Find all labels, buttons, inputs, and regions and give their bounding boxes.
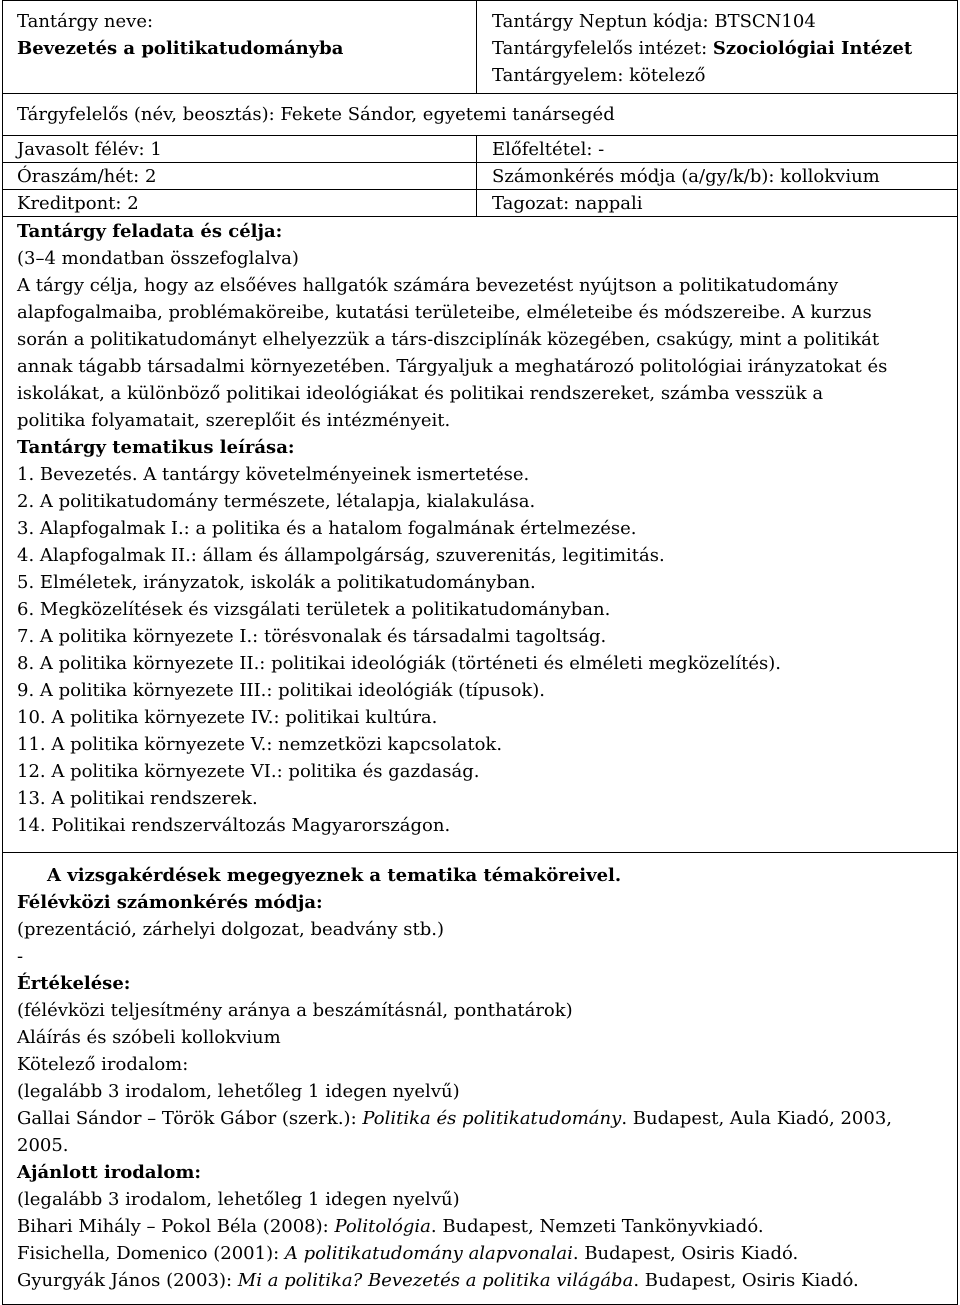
header-row — [3, 1, 957, 94]
required-literature-entry-cont: 2005. — [17, 1135, 69, 1156]
lit-author: Fisichella, Domenico (2001): — [17, 1243, 285, 1264]
midterm-heading: Félévközi számonkérés módja: — [17, 892, 323, 913]
lit-title: Mi a politika? Bevezetés a politika világába — [237, 1270, 634, 1291]
credit-points: Kreditpont: 2 — [17, 193, 139, 214]
required-literature-hint: (legalább 3 irodalom, lehetőleg 1 idegen nyelvű) — [17, 1081, 460, 1102]
goal-heading: Tantárgy feladata és célja: — [17, 221, 283, 242]
exam-note: A vizsgakérdések megegyeznek a tematika témaköreivel. — [47, 865, 622, 886]
responsible-person: Tárgyfelelős (név, beosztás): Fekete Sándor, egyetemi tanársegéd — [17, 104, 615, 125]
lit-title: Politológia — [334, 1216, 431, 1237]
lit-publisher: . Budapest, Aula Kiadó, 2003, — [621, 1108, 892, 1129]
recommended-literature-entry — [17, 1240, 951, 1267]
thematic-item: 3. Alapfogalmak I.: a politika és a hatalom fogalmának értelmezése. — [17, 518, 637, 539]
institute-label: Tantárgyfelelős intézet: — [492, 38, 713, 59]
thematic-item: 1. Bevezetés. A tantárgy követelményeinek ismertetése. — [17, 464, 530, 485]
prerequisite-cell — [477, 136, 610, 162]
lit-publisher: . Budapest, Osiris Kiadó. — [572, 1243, 799, 1264]
thematic-item: 8. A politika környezete II.: politikai ideológiák (történeti és elméleti megközelítés). — [17, 653, 781, 674]
thematic-item: 5. Elméletek, irányzatok, iskolák a politikatudományban. — [17, 572, 536, 593]
credits-cell — [3, 190, 477, 216]
goal-section — [3, 217, 957, 434]
required-literature-heading: Kötelező irodalom: — [17, 1054, 189, 1075]
institute-name: Szociológiai Intézet — [712, 38, 913, 59]
exam-type-cell — [477, 163, 886, 189]
thematic-item: 2. A politikatudomány természete, létalapja, kialakulása. — [17, 491, 536, 512]
content-row — [3, 217, 957, 853]
recommended-literature-entry — [17, 1267, 951, 1294]
evaluation-heading: Értékelése: — [17, 973, 131, 994]
recommended-literature-entry — [17, 1213, 951, 1240]
lit-author: Gallai Sándor – Török Gábor (szerk.): — [17, 1108, 363, 1129]
subject-name: Bevezetés a politikatudományba — [17, 38, 344, 59]
goal-line: során a politikatudományt elhelyezzük a társ-diszciplínák közegében, csakúgy, mint a politikát — [17, 329, 880, 350]
hours-cell — [3, 163, 477, 189]
lower-section — [3, 853, 957, 1294]
goal-line: iskolákat, a különböző politikai ideológiákat és politikai rendszereket, számba vesszük a — [17, 383, 824, 404]
course-description-sheet — [2, 0, 958, 1305]
info-row-1 — [3, 136, 957, 163]
thematic-item: 14. Politikai rendszerváltozás Magyarországon. — [17, 815, 451, 836]
subject-name-cell — [3, 1, 477, 93]
evaluation-value: Aláírás és szóbeli kollokvium — [17, 1027, 281, 1048]
goal-hint: (3–4 mondatban összefoglalva) — [17, 248, 299, 269]
institute-line — [492, 35, 912, 62]
lit-author: Gyurgyák János (2003): — [17, 1270, 238, 1291]
thematic-item: 4. Alapfogalmak II.: állam és állampolgárság, szuverenitás, legitimitás. — [17, 545, 665, 566]
weekly-hours: Óraszám/hét: 2 — [17, 166, 157, 187]
thematic-item: 11. A politika környezete V.: nemzetközi kapcsolatok. — [17, 734, 503, 755]
study-mode: Tagozat: nappali — [492, 193, 643, 214]
thematic-item: 13. A politikai rendszerek. — [17, 788, 258, 809]
lit-title: A politikatudomány alapvonalai — [284, 1243, 573, 1264]
info-row-3 — [3, 190, 957, 217]
thematic-item: 10. A politika környezete IV.: politikai kultúra. — [17, 707, 438, 728]
subject-element: Tantárgyelem: kötelező — [492, 65, 706, 86]
thematic-item: 7. A politika környezete I.: törésvonalak és társadalmi tagoltság. — [17, 626, 607, 647]
thematic-item: 9. A politika környezete III.: politikai ideológiák (típusok). — [17, 680, 546, 701]
exam-type: Számonkérés módja (a/gy/k/b): kollokvium — [492, 166, 880, 187]
thematic-item: 6. Megközelítések és vizsgálati területek a politikatudományban. — [17, 599, 611, 620]
thematic-section — [3, 434, 957, 839]
info-row-2 — [3, 163, 957, 190]
lit-publisher: . Budapest, Osiris Kiadó. — [633, 1270, 859, 1291]
required-literature-entry — [17, 1105, 951, 1132]
goal-line: politika folyamatait, szereplőit és intézményeit. — [17, 410, 451, 431]
mode-cell — [477, 190, 649, 216]
lit-title: Politika és politikatudomány — [362, 1108, 622, 1129]
subject-meta-cell — [477, 1, 918, 93]
recommended-semester: Javasolt félév: 1 — [17, 139, 162, 160]
evaluation-hint: (félévközi teljesítmény aránya a beszámításnál, ponthatárok) — [17, 1000, 573, 1021]
thematic-heading: Tantárgy tematikus leírása: — [17, 437, 295, 458]
prerequisite: Előfeltétel: - — [492, 139, 605, 160]
thematic-item: 12. A politika környezete VI.: politika és gazdaság. — [17, 761, 480, 782]
goal-line: annak tágabb társadalmi környezetében. Tárgyaljuk a meghatározó politológiai irányzatokat és — [17, 356, 888, 377]
recommended-literature-hint: (legalább 3 irodalom, lehetőleg 1 idegen nyelvű) — [17, 1189, 460, 1210]
midterm-value: - — [17, 946, 24, 967]
semester-cell — [3, 136, 477, 162]
responsible-cell — [3, 94, 621, 135]
goal-line: alapfogalmaiba, problémaköreibe, kutatási területeibe, elméleteibe és módszereibe. A kurzus — [17, 302, 872, 323]
responsible-row — [3, 94, 957, 136]
subject-name-label: Tantárgy neve: — [17, 11, 154, 32]
lit-publisher: . Budapest, Nemzeti Tankönyvkiadó. — [430, 1216, 764, 1237]
goal-line: A tárgy célja, hogy az elsőéves hallgatók számára bevezetést nyújtson a politikatudomány — [17, 275, 839, 296]
recommended-literature-heading: Ajánlott irodalom: — [17, 1162, 202, 1183]
neptun-code: Tantárgy Neptun kódja: BTSCN104 — [492, 11, 816, 32]
midterm-hint: (prezentáció, zárhelyi dolgozat, beadvány stb.) — [17, 919, 444, 940]
lit-author: Bihari Mihály – Pokol Béla (2008): — [17, 1216, 335, 1237]
